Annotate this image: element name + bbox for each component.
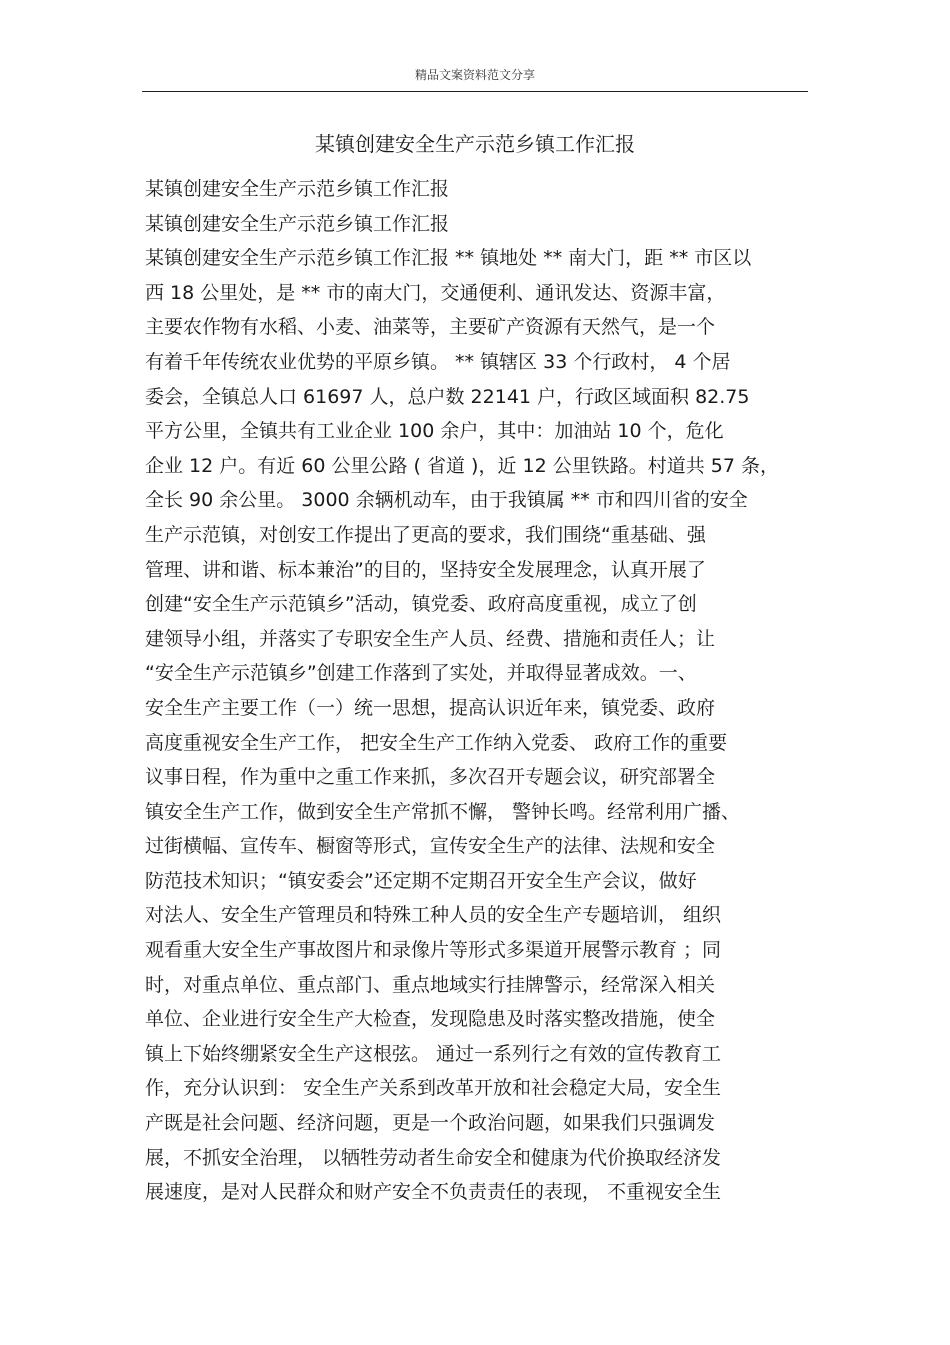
body-line: 产既是社会问题、经济问题，更是一个政治问题，如果我们只强调发 <box>145 1112 716 1135</box>
body-line: 展，不抓安全治理， 以牺牲劳动者生命安全和健康为代价换取经济发 <box>145 1146 722 1169</box>
body-line: 全长 90 余公里。 3000 余辆机动车，由于我镇属 ** 市和四川省的安全 <box>145 489 748 512</box>
body-line: 某镇创建安全生产示范乡镇工作汇报 <box>145 212 450 235</box>
body-line: 时，对重点单位、重点部门、重点地域实行挂牌警示，经常深入相关 <box>145 973 716 996</box>
body-line: 西 18 公里处，是 ** 市的南大门，交通便利、通讯发达、资源丰富， <box>145 281 726 304</box>
body-line: 展速度，是对人民群众和财产安全不负责责任的表现， 不重视安全生 <box>145 1181 722 1204</box>
body-line: 议事日程，作为重中之重工作来抓，多次召开专题会议，研究部署全 <box>145 766 716 789</box>
header-divider <box>142 91 808 92</box>
body-line: 过街横幅、宣传车、橱窗等形式，宣传安全生产的法律、法规和安全 <box>145 835 716 858</box>
body-line: 委会，全镇总人口 61697 人，总户数 22141 户，行政区域面积 82.75 <box>145 385 750 408</box>
body-line: 对法人、安全生产管理员和特殊工种人员的安全生产专题培训， 组织 <box>145 904 722 927</box>
body-line: 主要农作物有水稻、小麦、油菜等，主要矿产资源有天然气，是一个 <box>145 316 716 339</box>
body-line: 单位、企业进行安全生产大检查，发现隐患及时落实整改措施，使全 <box>145 1008 716 1031</box>
document-body <box>145 172 817 1210</box>
body-line: 平方公里，全镇共有工业企业 100 余户，其中：加油站 10 个，危化 <box>145 420 724 443</box>
body-line: 创建“安全生产示范镇乡”活动，镇党委、政府高度重视，成立了创 <box>145 593 697 616</box>
body-line: 建领导小组，并落实了专职安全生产人员、经费、措施和责任人；让 <box>145 627 716 650</box>
body-line: 作，充分认识到： 安全生产关系到改革开放和社会稳定大局，安全生 <box>145 1077 722 1100</box>
body-line: 某镇创建安全生产示范乡镇工作汇报 ** 镇地处 ** 南大门，距 ** 市区以 <box>145 247 752 270</box>
document-title: 某镇创建安全生产示范乡镇工作汇报 <box>315 132 635 156</box>
body-line: 企业 12 户。有近 60 公里公路 ( 省道 )，近 12 公里铁路。村道共 57 条， <box>145 454 779 477</box>
body-line: 安全生产主要工作（一）统一思想，提高认识近年来，镇党委、政府 <box>145 696 716 719</box>
body-line: 防范技术知识；“镇安委会”还定期不定期召开安全生产会议，做好 <box>145 869 697 892</box>
page-header: 精品文案资料范文分享 <box>414 68 535 82</box>
body-line: “安全生产示范镇乡”创建工作落到了实处，并取得显著成效。一、 <box>145 662 697 685</box>
body-line: 有着千年传统农业优势的平原乡镇。 ** 镇辖区 33 个行政村， 4 个居 <box>145 350 731 373</box>
body-line: 生产示范镇，对创安工作提出了更高的要求，我们围绕“重基础、强 <box>145 523 706 546</box>
body-line: 镇安全生产工作，做到安全生产常抓不懈， 警钟长鸣。经常利用广播、 <box>145 800 741 823</box>
body-line: 某镇创建安全生产示范乡镇工作汇报 <box>145 178 450 200</box>
body-line: 镇上下始终绷紧安全生产这根弦。 通过一系列行之有效的宣传教育工 <box>145 1042 722 1065</box>
body-line: 观看重大安全生产事故图片和录像片等形式多渠道开展警示教育 ；同 <box>145 939 722 962</box>
body-line: 高度重视安全生产工作， 把安全生产工作纳入党委、 政府工作的重要 <box>145 731 728 754</box>
body-line: 管理、讲和谐、标本兼治”的目的，坚持安全发展理念，认真开展了 <box>145 558 706 581</box>
